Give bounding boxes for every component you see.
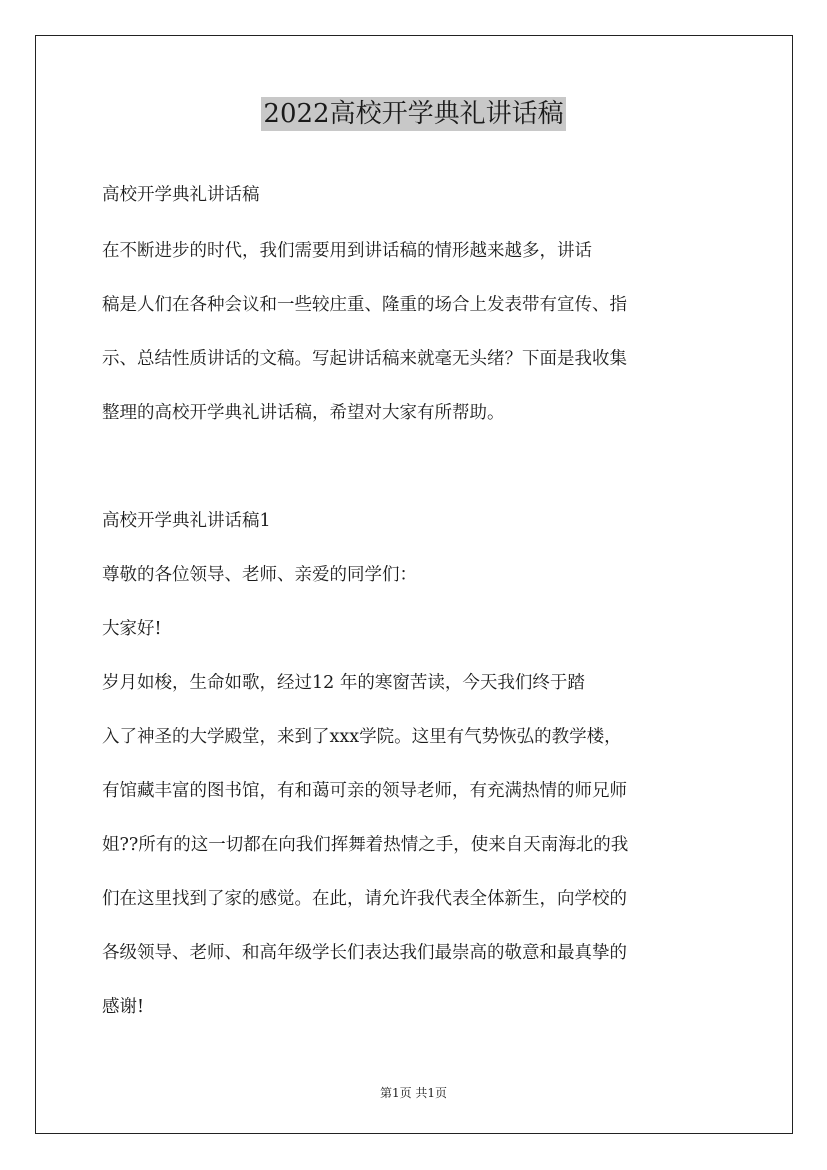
body-line-6: 各级领导、老师、和高年级学长们表达我们最崇高的敬意和最真挚的: [102, 943, 627, 963]
body-line-5: 们在这里找到了家的感觉。在此，请允许我代表全体新生，向学校的: [102, 889, 627, 909]
intro-line-4: 整理的高校开学典礼讲话稿，希望对大家有所帮助。: [102, 403, 505, 423]
greeting: 大家好!: [102, 619, 162, 639]
intro-line-2: 稿是人们在各种会议和一些较庄重、隆重的场合上发表带有宣传、指: [102, 295, 627, 315]
section-title: 高校开学典礼讲话稿1: [102, 511, 271, 531]
body-line-3: 有馆藏丰富的图书馆，有和蔼可亲的领导老师，有充满热情的师兄师: [102, 781, 627, 801]
body-line-7: 感谢!: [102, 997, 145, 1017]
intro-line-3: 示、总结性质讲话的文稿。写起讲话稿来就毫无头绪？下面是我收集: [102, 349, 627, 369]
document-title-block: [0, 98, 827, 132]
body-line-2: 入了神圣的大学殿堂，来到了xxx学院。这里有气势恢弘的教学楼，: [102, 727, 622, 747]
body-line-1: 岁月如梭，生命如歌，经过12 年的寒窗苦读，今天我们终于踏: [102, 673, 585, 693]
document-title: 2022高校开学典礼讲话稿: [263, 99, 564, 129]
document-subtitle: 高校开学典礼讲话稿: [102, 185, 260, 205]
intro-line-1: 在不断进步的时代，我们需要用到讲话稿的情形越来越多，讲话: [102, 241, 592, 261]
body-line-4: 姐??所有的这一切都在向我们挥舞着热情之手，使来自天南海北的我: [102, 835, 629, 855]
page-footer: 第1页 共1页: [379, 1086, 448, 1100]
salutation: 尊敬的各位领导、老师、亲爱的同学们：: [102, 565, 417, 585]
